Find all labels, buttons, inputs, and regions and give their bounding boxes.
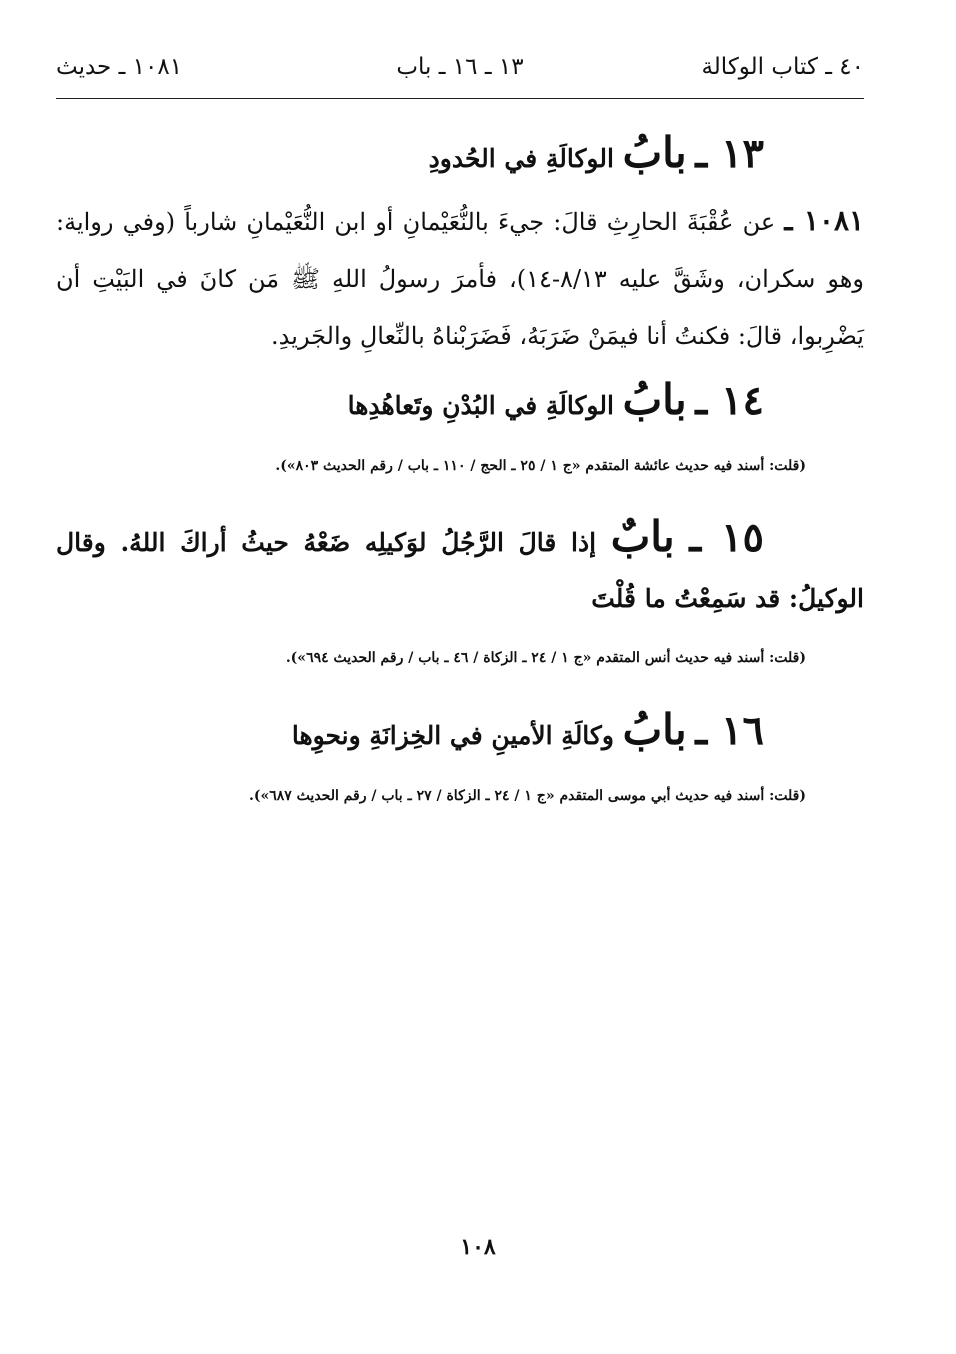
- chapter-title: الوكالَةِ في الحُدودِ: [428, 144, 614, 173]
- chapter-title: الوكالَةِ في البُدْنِ وتَعاهُدِها: [347, 391, 614, 420]
- chapter-heading-14: [56, 371, 864, 435]
- chapter-word: بابُ: [622, 705, 687, 754]
- chapter-heading-15: [56, 509, 864, 627]
- chapter-word: بابٌ: [610, 512, 675, 561]
- running-header: [56, 54, 864, 94]
- chapter-number: ١٦ ـ: [695, 707, 764, 754]
- editor-note-16: (قلت: أسند فيه حديث أبي موسى المتقدم «ج ١ / ٢٤ ـ الزكاة / ٢٧ ـ باب / رقم الحديث ٦٨٧»).: [248, 788, 806, 804]
- chapter-title: وكالَةِ الأمينِ في الخِزانَةِ ونحوِها: [291, 721, 614, 750]
- hadith-text: عن عُقْبَةَ الحارِثِ قالَ: جيءَ بالنُّعَيْمانِ أو ابن النُّعَيْمانِ شارباً (وفي رواية: وهو سكران، وشَقَّ عليه ٨/١٣-١٤)، فأمرَ رسولُ اللهِ ﷺ مَن كانَ في البَيْتِ أن يَضْرِبوا، قالَ: فكنتُ أنا فيمَنْ ضَرَبَهُ، فَضَرَبْناهُ بالنِّعالِ والجَريدِ.: [56, 208, 864, 350]
- header-book-title: ٤٠ ـ كتاب الوكالة: [701, 54, 864, 80]
- header-divider: [56, 98, 864, 99]
- chapter-title: إذا قالَ الرَّجُلُ لوَكيلِه ضَعْهُ حيثُ أراكَ اللهُ. وقال الوكيلُ: قد سَمِعْتُ ما قُلْتَ: [56, 528, 864, 613]
- editor-note-15: (قلت: أسند فيه حديث أنس المتقدم «ج ١ / ٢٤ ـ الزكاة / ٤٦ ـ باب / رقم الحديث ٦٩٤»).: [285, 650, 806, 666]
- chapter-heading-13: [56, 124, 864, 188]
- chapter-number: ١٤ ـ: [695, 377, 764, 424]
- header-hadith-number: ١٠٨١ ـ حديث: [56, 54, 183, 80]
- page-content: [56, 124, 864, 839]
- chapter-number: ١٣ ـ: [695, 130, 764, 177]
- header-chapter-range: ١٣ ـ ١٦ ـ باب: [396, 54, 524, 80]
- chapter-heading-16: [56, 701, 864, 765]
- chapter-word: بابُ: [622, 128, 687, 177]
- hadith-number: ١٠٨١ ـ: [784, 204, 865, 237]
- chapter-number: ١٥ ـ: [689, 514, 764, 561]
- chapter-word: بابُ: [622, 375, 687, 424]
- editor-note-14: (قلت: أسند فيه حديث عائشة المتقدم «ج ١ / ٢٥ ـ الحج / ١١٠ ـ باب / رقم الحديث ٨٠٣»).: [275, 458, 806, 474]
- hadith-text-block: [56, 192, 864, 365]
- page-number: ١٠٨: [460, 1234, 496, 1260]
